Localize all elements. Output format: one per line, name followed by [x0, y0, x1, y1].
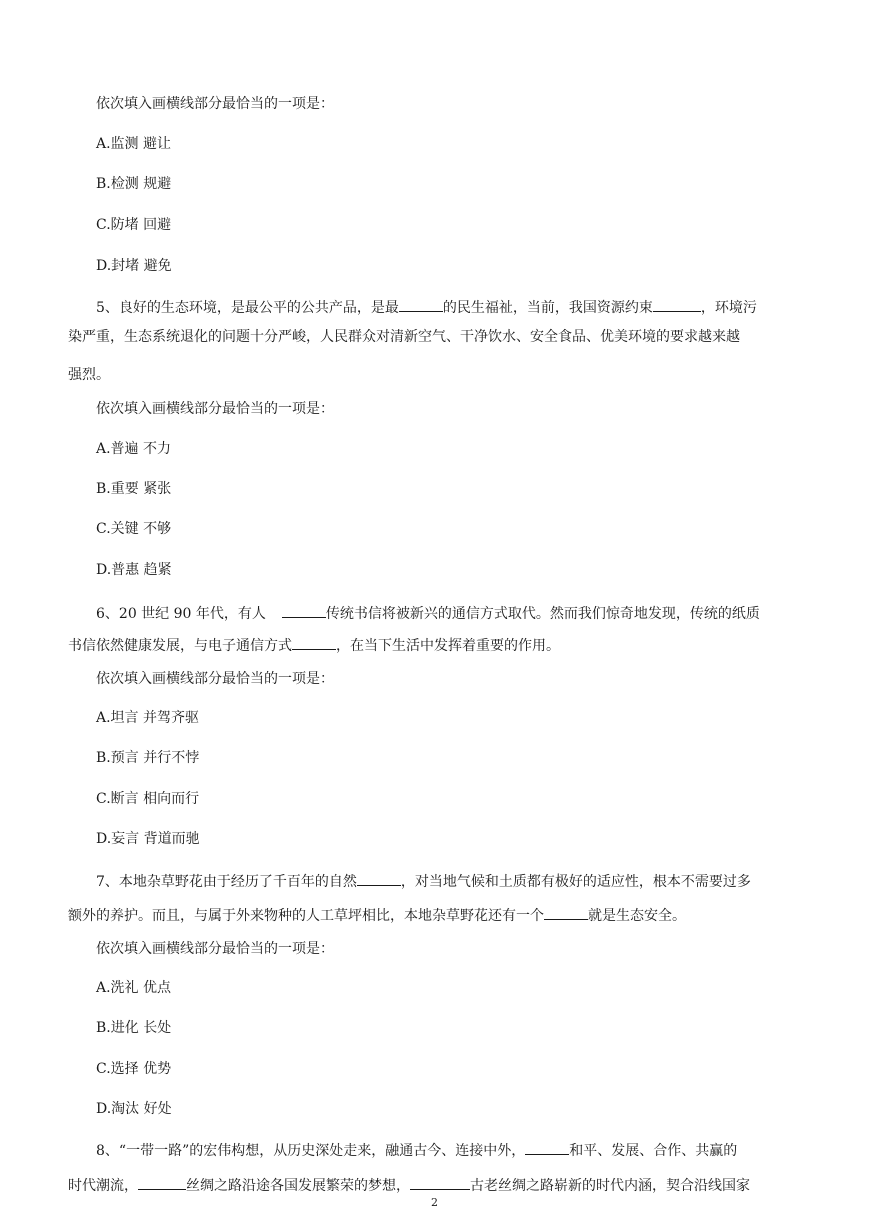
q7-option-c: C.选择 优势: [96, 1061, 172, 1077]
q5-option-d: D.普惠 趋紧: [96, 562, 172, 578]
fill-blank: [653, 297, 701, 312]
q7-stem-text: ，对当地气候和土质都有极好的适应性，根本不需要过多: [400, 874, 751, 890]
q7-option-d: D.淘汰 好处: [96, 1101, 172, 1117]
q5-stem-text: 的民生福祉，当前，我国资源约束: [442, 300, 653, 316]
q6-stem-text: ，在当下生活中发挥着重要的作用。: [336, 638, 560, 654]
q6-option-c: C.断言 相向而行: [96, 791, 200, 807]
q7-stem-text: 额外的养护。而且，与属于外来物种的人工草坪相比，本地杂草野花还有一个: [68, 908, 544, 924]
q6-instruction: 依次填入画横线部分最恰当的一项是：: [96, 671, 334, 687]
fill-blank: [292, 635, 336, 650]
q7-stem-text: 就是生态安全。: [588, 908, 686, 924]
q8-stem-line2: [68, 1175, 750, 1195]
q7-stem-text: 7、本地杂草野花由于经历了千百年的自然: [96, 874, 357, 890]
q6-option-b: B.预言 并行不悖: [96, 750, 200, 766]
q4-option-c: C.防堵 回避: [96, 217, 172, 233]
q4-option-b: B.检测 规避: [96, 176, 172, 192]
q5-option-a: A.普遍 不力: [96, 441, 172, 457]
q5-option-b: B.重要 紧张: [96, 481, 172, 497]
q4-option-a: A.监测 避让: [96, 136, 172, 152]
q8-stem-text: 丝绸之路沿途各国发展繁荣的梦想，: [186, 1178, 410, 1194]
q4-instruction: 依次填入画横线部分最恰当的一项是：: [96, 96, 334, 112]
q7-stem-line1: [96, 871, 751, 891]
q6-stem-text: 传统书信将被新兴的通信方式取代。然而我们惊奇地发现，传统的纸质: [325, 606, 760, 622]
q8-stem-text: 8、“一带一路”的宏伟构想，从历史深处走来，融通古今、连接中外，: [96, 1143, 526, 1159]
q7-option-a: A.洗礼 优点: [96, 980, 172, 996]
q5-stem-line3: 强烈。: [68, 367, 110, 383]
q7-instruction: 依次填入画横线部分最恰当的一项是：: [96, 941, 334, 957]
q5-option-c: C.关键 不够: [96, 521, 172, 537]
fill-blank: [410, 1175, 470, 1190]
q5-instruction: 依次填入画横线部分最恰当的一项是：: [96, 401, 334, 417]
q6-stem-line1: [96, 603, 760, 623]
q8-stem-line1: [96, 1140, 737, 1160]
q6-stem-text: 6、20 世纪 90 年代，有人: [96, 606, 266, 622]
q4-option-d: D.封堵 避免: [96, 258, 172, 274]
q5-stem-line1: [96, 297, 757, 317]
q6-option-a: A.坦言 并驾齐驱: [96, 710, 200, 726]
q6-option-d: D.妄言 背道而驰: [96, 831, 200, 847]
q6-stem-line2: [68, 635, 560, 655]
fill-blank: [525, 1140, 569, 1155]
q6-stem-text: 书信依然健康发展，与电子通信方式: [68, 638, 292, 654]
q8-stem-text: 和平、发展、合作、共赢的: [569, 1143, 738, 1159]
q8-stem-text: 时代潮流，: [68, 1178, 138, 1194]
q7-stem-line2: [68, 905, 686, 925]
q7-option-b: B.进化 长处: [96, 1020, 172, 1036]
q5-stem-text: 5、良好的生态环境，是最公平的公共产品，是最: [96, 300, 399, 316]
fill-blank: [138, 1175, 186, 1190]
q5-stem-line2: 染严重，生态系统退化的问题十分严峻，人民群众对清新空气、干净饮水、安全食品、优美环境的要求越来越: [68, 329, 740, 345]
q8-stem-text: 古老丝绸之路崭新的时代内涵，契合沿线国家: [470, 1178, 750, 1194]
fill-blank: [357, 871, 401, 886]
fill-blank: [399, 297, 443, 312]
fill-blank: [544, 905, 588, 920]
page-number: 2: [431, 1196, 438, 1209]
fill-blank: [282, 603, 326, 618]
q5-stem-text: ，环境污: [700, 300, 757, 316]
